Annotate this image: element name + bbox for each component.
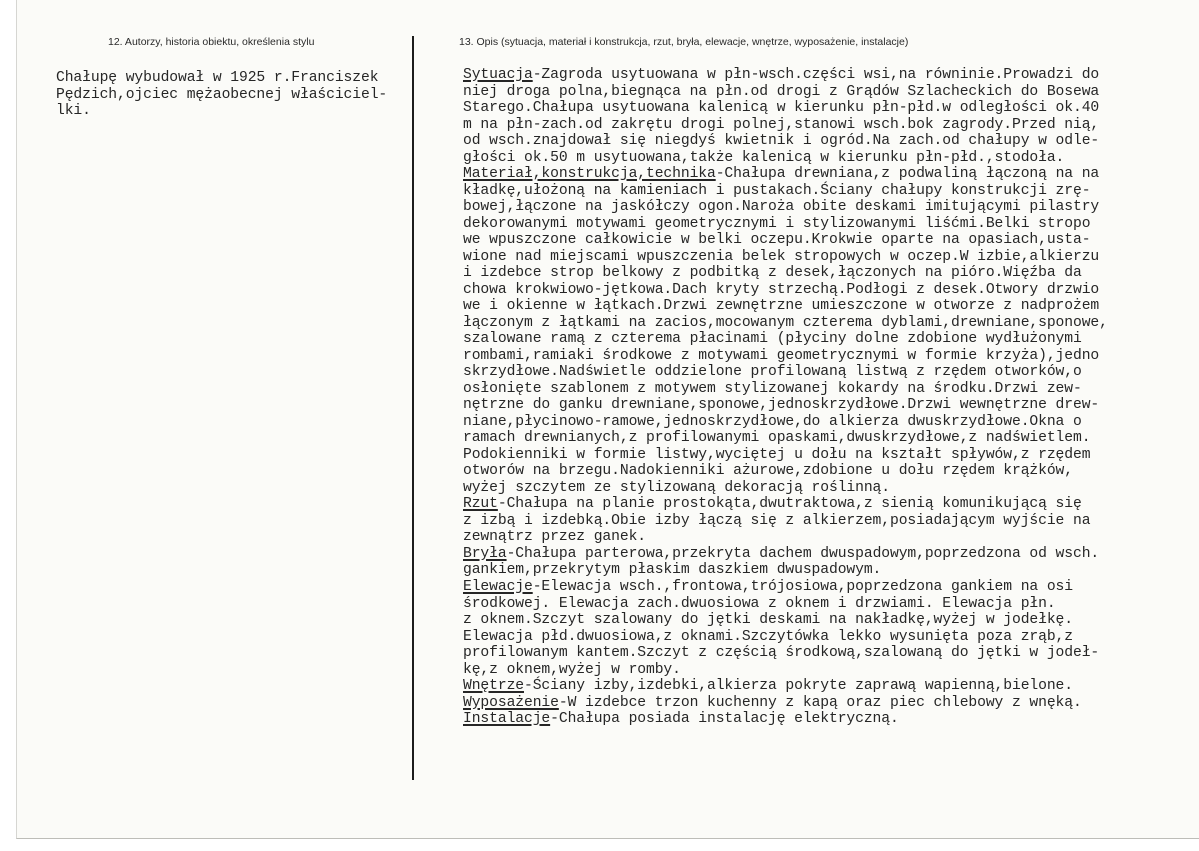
description-line bbox=[463, 678, 1108, 695]
description-line bbox=[463, 183, 1108, 200]
line-text: -Chałupa posiada instalację elektryczną. bbox=[550, 711, 899, 728]
line-text: -Zagroda usytuowana w płn-wsch.części wsi,na równinie.Prowadzi do bbox=[532, 67, 1100, 83]
line-text: zewnątrz przez ganek. bbox=[463, 529, 646, 546]
text-line: lki. bbox=[56, 103, 91, 120]
description-line bbox=[463, 117, 1108, 134]
description-line bbox=[463, 529, 1108, 546]
column-divider bbox=[412, 36, 414, 780]
section-heading: Materiał,konstrukcja,technika bbox=[463, 166, 716, 183]
line-text: Starego.Chałupa usytuowana kalenicą w kierunku płn-płd.w odległości ok.40 bbox=[463, 100, 1100, 117]
description-line bbox=[463, 67, 1108, 84]
description-line bbox=[463, 199, 1108, 216]
description-line bbox=[463, 150, 1108, 167]
description-line bbox=[463, 84, 1108, 101]
line-text: -Elewacja wsch.,frontowa,trójosiowa,poprzedzona gankiem na osi bbox=[532, 578, 1073, 595]
line-text: wione nad miejscami wpuszczenia belek stropowych w oczep.W izbie,alkierzu bbox=[463, 248, 1100, 265]
line-text: we i okienne w łątkach.Drzwi zewnętrzne umieszczone w otworze z nadprożem bbox=[463, 298, 1100, 315]
description-line bbox=[463, 463, 1108, 480]
description-line bbox=[463, 414, 1108, 431]
description-line bbox=[463, 298, 1108, 315]
description-line bbox=[463, 133, 1108, 150]
description-line bbox=[463, 695, 1108, 712]
text-line: Chałupę wybudował w 1925 r.Franciszek bbox=[56, 70, 379, 86]
form-sheet bbox=[16, 0, 1199, 839]
line-text: nętrzne do ganku drewniane,sponowe,jednoskrzydłowe.Drzwi wewnętrzne drew- bbox=[463, 397, 1100, 414]
description-line bbox=[463, 100, 1108, 117]
description-line bbox=[463, 447, 1108, 464]
description-line bbox=[463, 645, 1108, 662]
line-text: środkowej. Elewacja zach.dwuosiowa z oknem i drzwiami. Elewacja płn. bbox=[463, 595, 1056, 612]
description-line bbox=[463, 232, 1108, 249]
line-text: Elewacja płd.dwuosiowa,z oknami.Szczytówka lekko wysunięta poza zrąb,z bbox=[463, 628, 1073, 645]
description-line bbox=[463, 579, 1108, 596]
description-line bbox=[463, 364, 1108, 381]
line-text: -Ściany izby,izdebki,alkierza pokryte zaprawą wapienną,bielone. bbox=[524, 678, 1073, 695]
description-line bbox=[463, 562, 1108, 579]
description-line bbox=[463, 282, 1108, 299]
section-13-header: 13. Opis (sytuacja, materiał i konstrukcja, rzut, bryła, elewacje, wnętrze, wyposażenie, instalacje) bbox=[459, 36, 909, 48]
section-heading: Elewacje bbox=[463, 578, 533, 595]
section-heading: Wyposażenie bbox=[463, 694, 559, 711]
description-line bbox=[463, 166, 1108, 183]
description-line bbox=[463, 612, 1108, 629]
line-text: otworów na brzegu.Nadokienniki ażurowe,zdobione u dołu rzędem krążków, bbox=[463, 463, 1073, 480]
line-text: wyżej szczytem ze stylizowaną dekoracją roślinną. bbox=[463, 479, 890, 496]
line-text: -Chałupa drewniana,z podwaliną łączoną na na bbox=[715, 166, 1100, 183]
description-line bbox=[463, 348, 1108, 365]
description-line bbox=[463, 331, 1108, 348]
description-line bbox=[463, 430, 1108, 447]
text-line: Pędzich,ojciec mężaobecnej właściciel- bbox=[56, 86, 388, 103]
line-text: szalowane ramą z czterema płacinami (płyciny dolne zdobione wydłużonymi bbox=[463, 331, 1082, 348]
description-text bbox=[463, 67, 1108, 728]
line-text: z izbą i izdebką.Obie izby łączą się z alkierzem,posiadającym wyjście na bbox=[463, 512, 1091, 529]
line-text: głości ok.50 m usytuowana,także kalenicą w kierunku płn-płd.,stodoła. bbox=[463, 149, 1065, 166]
line-text: gankiem,przekrytym płaskim daszkiem dwuspadowym. bbox=[463, 562, 882, 579]
description-line bbox=[463, 249, 1108, 266]
description-line bbox=[463, 496, 1108, 513]
description-line bbox=[463, 629, 1108, 646]
description-line bbox=[463, 315, 1108, 332]
section-heading: Rzut bbox=[463, 496, 498, 513]
description-line bbox=[463, 265, 1108, 282]
description-line bbox=[463, 397, 1108, 414]
line-text: skrzydłowe.Nadświetle oddzielone profilowaną listwą z rzędem otworków,o bbox=[463, 364, 1082, 381]
line-text: -Chałupa na planie prostokąta,dwutraktowa,z sienią komunikującą się bbox=[497, 496, 1082, 513]
line-text: łączonym z łątkami na zacios,mocowanym czterema dyblami,drewniane,sponowe, bbox=[463, 314, 1108, 331]
description-line bbox=[463, 546, 1108, 563]
line-text: -W izdebce trzon kuchenny z kapą oraz piec chlebowy z wnęką. bbox=[558, 694, 1082, 711]
line-text: niane,płycinowo-ramowe,jednoskrzydłowe,do alkierza dwuskrzydłowe.Okna o bbox=[463, 413, 1082, 430]
line-text: profilowanym kantem.Szczyt z częścią środkową,szalowaną do jętki w jodeł- bbox=[463, 645, 1100, 662]
description-line bbox=[463, 662, 1108, 679]
description-line bbox=[463, 513, 1108, 530]
line-text: niej droga polna,biegnąca na płn.od drogi z Grądów Szlacheckich do Bosewa bbox=[463, 83, 1100, 100]
line-text: dekorowanymi motywami geometrycznymi i stylizowanymi liśćmi.Belki stropo bbox=[463, 215, 1091, 232]
line-text: od wsch.znajdował się niegdyś kwietnik i ogród.Na zach.od chałupy w odle- bbox=[463, 133, 1100, 150]
line-text: i izdebce strop belkowy z podbitką z desek,łączonych na pióro.Więźba da bbox=[463, 265, 1082, 282]
line-text: m na płn-zach.od zakrętu drogi polnej,stanowi wsch.bok zagrody.Przed nią, bbox=[463, 116, 1100, 133]
description-line bbox=[463, 596, 1108, 613]
line-text: bowej,łączone na jaskółczy ogon.Naroża obite deskami imitującymi pilastry bbox=[463, 199, 1100, 216]
description-line bbox=[463, 216, 1108, 233]
line-text: rombami,ramiaki środkowe z motywami geometrycznymi w formie krzyża),jedno bbox=[463, 347, 1100, 364]
section-heading: Bryła bbox=[463, 545, 507, 562]
authors-history-text bbox=[56, 70, 387, 120]
line-text: we wpuszczone całkowicie w belki oczepu.Krokwie oparte na opasiach,usta- bbox=[463, 232, 1091, 249]
description-line bbox=[463, 711, 1108, 728]
section-12-header: 12. Autorzy, historia obiektu, określenia stylu bbox=[108, 36, 315, 48]
line-text: osłonięte szablonem z motywem stylizowanej kokardy na środku.Drzwi zew- bbox=[463, 380, 1082, 397]
line-text: z oknem.Szczyt szalowany do jętki deskami na nakładkę,wyżej w jodełkę. bbox=[463, 612, 1073, 629]
line-text: kę,z oknem,wyżej w romby. bbox=[463, 661, 681, 678]
line-text: kładkę,ułożoną na kamieniach i pustakach.Ściany chałupy konstrukcji zrę- bbox=[463, 182, 1091, 199]
line-text: chowa krokwiowo-jętkowa.Dach kryty strzechą.Podłogi z desek.Otwory drzwio bbox=[463, 281, 1100, 298]
section-heading: Wnętrze bbox=[463, 678, 524, 695]
description-line bbox=[463, 480, 1108, 497]
section-heading: Sytuacja bbox=[463, 67, 533, 83]
description-line bbox=[463, 381, 1108, 398]
line-text: Podokienniki w formie listwy,wyciętej u dołu na kształt spływów,z rzędem bbox=[463, 446, 1091, 463]
section-heading: Instalacje bbox=[463, 711, 551, 728]
line-text: -Chałupa parterowa,przekryta dachem dwuspadowym,poprzedzona od wsch. bbox=[506, 545, 1100, 562]
line-text: ramach drewnianych,z profilowanymi opaskami,dwuskrzydłowe,z nadświetlem. bbox=[463, 430, 1091, 447]
